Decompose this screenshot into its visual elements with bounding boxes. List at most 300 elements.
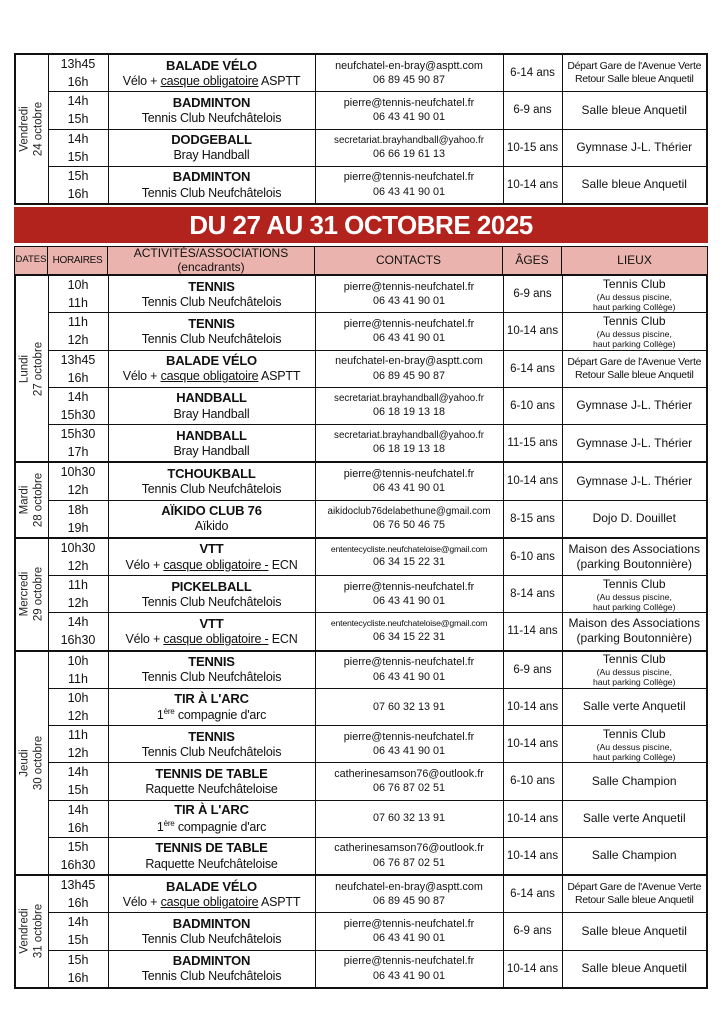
location-cell [562,350,707,387]
time-cell [48,688,108,725]
date-rotated-label [17,102,46,156]
activity-cell [108,763,315,800]
subtitle-segment: Tennis Club Neufchâtelois [141,670,282,685]
time-end: 12h [67,596,89,611]
activity-subtitle [111,407,313,422]
contact-line: pierre@tennis-neufchatel.fr [343,917,475,930]
contact-cell [315,313,503,350]
contact-line: 06 43 41 90 01 [372,745,446,758]
location-cell [562,54,707,92]
time-end: 11h [68,671,88,686]
activity-subtitle [111,969,313,984]
time-end: 16h [67,820,89,835]
contact-cell [315,538,503,576]
location-cell [562,688,707,725]
activity-subtitle [111,332,313,347]
contact-line: 06 18 19 13 18 [372,443,446,456]
time-end: 16h30 [60,857,96,872]
contact-cell [315,913,503,950]
age-cell: 8-15 ans [503,500,562,538]
activity-cell [108,166,315,204]
activity-cell [108,726,315,763]
age-cell: 10-14 ans [503,462,562,500]
location-cell [562,763,707,800]
contact-line: 06 66 19 61 13 [372,147,446,160]
time-end: 12h [67,558,89,573]
schedule-row [15,54,707,92]
subtitle-segment: Raquette Neufchâteloise [145,782,278,796]
time-cell [48,500,108,538]
location-line: Départ Gare de l'Avenue Verte [567,881,702,893]
subtitle-segment: ASPTT [258,369,301,384]
subtitle-segment: casque obligatoire [160,894,259,909]
location-line: Gymnase J-L. Thérier [576,473,693,488]
time-start: 10h [67,690,89,705]
activity-name: HANDBALL [176,390,247,406]
location-line: Salle bleue Anquetil [581,961,687,976]
age-cell: 10-14 ans [503,950,562,988]
contact-cell [315,950,503,988]
schedule-row [15,576,707,613]
activity-name: BADMINTON [172,953,251,968]
time-end: 15h [67,112,89,127]
header-contacts: CONTACTS [315,247,503,274]
location-line: Salle Champion [591,773,677,788]
location-cell [562,576,707,613]
header-dates: DATES [15,247,48,274]
contact-line: aikidoclub76delabethune@gmail.com [327,505,491,517]
day-group [15,54,707,204]
age-cell: 6-9 ans [503,913,562,950]
location-line: (parking Boutonnière) [576,556,692,571]
schedule-row [15,129,707,166]
location-line: haut parking Collège) [592,301,676,312]
location-line: Dojo D. Douillet [592,511,676,526]
subtitle-segment: Tennis Club Neufchâtelois [141,332,282,346]
contact-line: neufchatel-en-bray@asptt.com [335,880,483,893]
date-label: 31 octobre [32,904,45,959]
activity-name: TENNIS [188,654,235,669]
location-line: (Au dessus piscine, [596,328,672,339]
location-line: Salle verte Anquetil [582,811,686,826]
subtitle-segment: Tennis Club Neufchâtelois [141,482,282,496]
activity-name: AÏKIDO CLUB 76 [161,503,262,518]
subtitle-segment: Tennis Club Neufchâtelois [141,932,282,946]
contact-line: 07 60 32 13 91 [372,812,446,825]
contact-cell [315,576,503,613]
contact-cell [315,462,503,500]
schedule-table-week2 [14,274,708,989]
time-start: 13h45 [60,352,96,367]
time-end: 12h [67,333,89,348]
time-start: 10h [67,653,89,668]
activity-name: VTT [199,615,224,631]
activity-subtitle [111,444,313,459]
location-cell [562,538,707,576]
subtitle-segment: 1 [156,708,164,723]
location-cell [562,92,707,129]
location-line: haut parking Collège) [592,751,676,762]
location-line: Tennis Club [602,652,666,667]
activity-name: DODGEBALL [171,132,252,147]
age-cell: 10-14 ans [503,313,562,350]
location-line: Gymnase J-L. Thérier [576,435,693,450]
time-end: 16h [67,970,89,985]
subtitle-segment: casque obligatoire - [163,632,269,646]
location-line: (Au dessus piscine, [596,591,672,602]
time-cell [48,166,108,204]
subtitle-segment: ECN [268,557,298,572]
activity-cell [108,92,315,129]
day-name: Mardi [18,485,31,515]
contact-line: 06 43 41 90 01 [372,482,446,495]
location-cell [562,651,707,689]
activity-subtitle [111,819,313,835]
schedule-row [15,275,707,313]
activity-cell [108,688,315,725]
subtitle-segment: ère [163,818,175,828]
day-name: Vendredi [18,908,31,955]
contact-line: 06 76 87 02 51 [372,856,446,869]
time-start: 13h45 [60,57,96,71]
location-line: Tennis Club [602,576,666,591]
contact-cell [315,387,503,424]
day-group [15,875,707,988]
time-start: 11h [68,315,88,330]
subtitle-segment: compagnie d'arc [174,819,267,834]
contact-line: 06 43 41 90 01 [372,185,446,198]
subtitle-segment: compagnie d'arc [174,708,267,723]
activity-cell [108,54,315,92]
contact-line: secretariat.brayhandball@yahoo.fr [334,134,484,146]
contact-line: 06 43 41 90 01 [372,295,446,308]
week-banner: DU 27 AU 31 OCTOBRE 2025 [14,207,708,243]
day-name: Lundi [18,354,31,383]
contact-cell [315,726,503,763]
header-ages: ÂGES [503,247,562,274]
time-cell [48,425,108,463]
header-horaires: HORAIRES [48,247,108,274]
subtitle-segment: ECN [268,632,298,646]
location-line: (parking Boutonnière) [576,631,692,646]
time-cell [48,950,108,988]
location-line: haut parking Collège) [592,677,676,688]
activity-subtitle [111,857,313,872]
contact-cell [315,500,503,538]
subtitle-segment: 1 [156,819,164,834]
day-name: Vendredi [18,106,31,152]
age-cell: 6-9 ans [503,651,562,689]
subtitle-segment: ère [163,706,175,716]
header-activites-line1: ACTIVITÉS/ASSOCIATIONS [133,247,289,261]
location-line: Tennis Club [602,276,666,291]
activity-subtitle [111,74,313,89]
contact-cell [315,763,503,800]
time-end: 17h [67,445,89,460]
time-start: 14h [67,765,89,780]
time-start: 18h [67,502,89,517]
subtitle-segment: Tennis Club Neufchâtelois [141,594,282,609]
subtitle-segment: Tennis Club Neufchâtelois [141,111,282,125]
contact-line: pierre@tennis-neufchatel.fr [343,730,475,743]
subtitle-segment: Raquette Neufchâteloise [145,856,278,871]
schedule-row [15,726,707,763]
subtitle-segment: Bray Handball [173,443,250,458]
contact-cell [315,54,503,92]
age-cell: 11-14 ans [503,613,562,651]
date-rotated-label [17,341,46,395]
contact-cell [315,613,503,651]
schedule-row [15,538,707,576]
activity-cell [108,576,315,613]
subtitle-segment: casque obligatoire [160,369,259,384]
date-cell [15,275,48,462]
activity-cell [108,313,315,350]
contact-line: 06 76 50 46 75 [372,518,446,531]
day-group [15,651,707,876]
time-start: 14h [67,802,89,817]
location-line: Retour Salle bleue Anquetil [574,73,694,86]
time-start: 10h30 [60,465,96,480]
location-line: Retour Salle bleue Anquetil [574,894,694,907]
time-end: 16h [67,186,89,201]
age-cell: 10-14 ans [503,726,562,763]
time-start: 15h30 [60,427,96,441]
schedule-row [15,500,707,538]
schedule-row [15,800,707,837]
time-start: 14h [67,615,89,630]
activity-cell [108,875,315,913]
time-start: 15h [67,952,89,967]
age-cell: 10-14 ans [503,688,562,725]
contact-line: 06 34 15 22 31 [372,630,446,643]
age-cell: 11-15 ans [503,425,562,463]
contact-cell [315,275,503,313]
age-cell: 6-10 ans [503,763,562,800]
activity-cell [108,613,315,651]
schedule-row [15,462,707,500]
date-label: 30 octobre [32,735,45,790]
subtitle-segment: Tennis Club Neufchâtelois [141,294,282,309]
time-cell [48,129,108,166]
contact-line: pierre@tennis-neufchatel.fr [343,580,475,593]
contact-line: 06 34 15 22 31 [372,556,446,569]
activity-subtitle [111,295,313,310]
activity-name: VTT [199,541,224,557]
contact-line: 06 43 41 90 01 [372,670,446,683]
subtitle-segment: Tennis Club Neufchâtelois [141,969,282,984]
activity-cell [108,913,315,950]
location-line: Salle Champion [591,848,677,863]
time-cell [48,462,108,500]
subtitle-segment: Vélo + [122,73,161,88]
activity-subtitle [111,782,313,797]
activity-subtitle [111,148,313,163]
activity-subtitle [111,595,313,610]
contact-line: pierre@tennis-neufchatel.fr [343,317,475,330]
activity-subtitle [111,670,313,685]
date-rotated-label [17,736,46,790]
contact-line: neufchatel-en-bray@asptt.com [335,59,483,72]
activity-name: BALADE VÉLO [166,57,257,73]
time-start: 15h [67,168,89,183]
location-line: (Au dessus piscine, [596,741,672,752]
activity-cell [108,129,315,166]
location-cell [562,837,707,875]
age-cell: 6-9 ans [503,92,562,129]
time-end: 16h [67,75,89,90]
activity-cell [108,950,315,988]
location-line: (Au dessus piscine, [596,291,672,302]
time-cell [48,387,108,424]
time-cell [48,350,108,387]
age-cell: 6-14 ans [503,54,562,92]
time-cell [48,875,108,913]
date-rotated-label [17,567,46,621]
time-start: 10h30 [60,540,96,555]
activity-subtitle [111,482,313,497]
location-line: Départ Gare de l'Avenue Verte [567,355,702,368]
subtitle-segment: Vélo + [122,369,161,384]
subtitle-segment: Bray Handball [173,406,250,421]
location-line: Salle verte Anquetil [582,699,686,714]
time-cell [48,726,108,763]
contact-line: secretariat.brayhandball@yahoo.fr [334,430,484,442]
contact-line: pierre@tennis-neufchatel.fr [343,96,475,109]
activity-name: BADMINTON [172,94,251,110]
time-start: 10h [67,278,89,292]
activity-cell [108,425,315,463]
activity-subtitle [111,519,313,534]
location-cell [562,275,707,313]
time-cell [48,576,108,613]
location-line: haut parking Collège) [592,601,676,612]
time-start: 13h45 [60,878,96,892]
age-cell: 10-14 ans [503,837,562,875]
activity-subtitle [111,558,313,573]
activity-cell [108,500,315,538]
subtitle-segment: casque obligatoire - [163,557,269,572]
contact-cell [315,837,503,875]
time-start: 14h [67,389,89,404]
age-cell: 10-15 ans [503,129,562,166]
subtitle-segment: ASPTT [258,894,301,909]
time-start: 14h [67,94,89,109]
contact-cell [315,800,503,837]
activity-cell [108,275,315,313]
activity-cell [108,462,315,500]
day-name: Jeudi [18,749,31,777]
time-end: 19h [67,520,89,535]
time-start: 14h [67,131,89,146]
header-activites-line2: (encadrants) [177,259,245,274]
time-end: 12h [67,483,89,498]
activity-name: TENNIS DE TABLE [155,840,268,856]
day-group [15,275,707,462]
schedule-row [15,92,707,129]
age-cell: 10-14 ans [503,166,562,204]
location-cell [562,462,707,500]
schedule-row [15,688,707,725]
location-cell [562,726,707,763]
location-cell [562,950,707,988]
date-rotated-label [17,473,46,527]
age-cell: 6-10 ans [503,538,562,576]
subtitle-segment: casque obligatoire [160,73,259,88]
activity-name: BADMINTON [172,915,251,931]
day-group [15,538,707,651]
contact-line: 06 43 41 90 01 [372,111,446,124]
contact-line: pierre@tennis-neufchatel.fr [343,955,475,968]
contact-line: pierre@tennis-neufchatel.fr [343,467,475,480]
contact-cell [315,425,503,463]
location-line: haut parking Collège) [592,338,676,349]
subtitle-segment: Vélo + [122,894,161,909]
schedule-row [15,387,707,424]
subtitle-segment: Tennis Club Neufchâtelois [141,185,282,200]
activity-name: TIR À L'ARC [174,690,249,706]
subtitle-segment: Bray Handball [173,148,250,163]
subtitle-segment: Tennis Club Neufchâtelois [141,744,282,759]
time-end: 16h [67,370,89,385]
age-cell: 6-14 ans [503,875,562,913]
location-cell [562,166,707,204]
time-cell [48,613,108,651]
schedule-row [15,950,707,988]
time-cell [48,800,108,837]
activity-subtitle [111,186,313,201]
activity-cell [108,800,315,837]
activity-subtitle [111,745,313,760]
location-cell [562,313,707,350]
time-cell [48,54,108,92]
date-label: 24 octobre [32,101,45,157]
age-cell: 6-10 ans [503,387,562,424]
header-activites [108,247,315,274]
activity-subtitle [111,111,313,126]
contact-cell [315,688,503,725]
location-line: Salle bleue Anquetil [581,177,687,192]
time-cell [48,837,108,875]
date-cell [15,54,48,204]
subtitle-segment: Vélo + [125,557,164,572]
day-group [15,462,707,538]
time-end: 15h30 [60,407,96,422]
activity-subtitle [111,632,313,647]
time-cell [48,275,108,313]
activity-cell [108,837,315,875]
contact-cell [315,350,503,387]
activity-name: BALADE VÉLO [166,353,257,368]
age-cell: 10-14 ans [503,800,562,837]
contact-line: 07 60 32 13 91 [372,700,446,713]
time-cell [48,92,108,129]
contact-line: 06 89 45 90 87 [372,895,446,908]
activity-name: TIR À L'ARC [174,802,249,818]
time-start: 11h [68,728,88,742]
activity-subtitle [111,895,313,910]
time-end: 16h30 [60,633,96,648]
schedule-row [15,613,707,651]
contact-cell [315,875,503,913]
location-line: Salle bleue Anquetil [581,102,687,117]
schedule-row [15,425,707,463]
schedule-row [15,837,707,875]
activity-name: TENNIS DE TABLE [155,765,268,781]
contact-line: pierre@tennis-neufchatel.fr [343,171,475,184]
location-cell [562,800,707,837]
time-end: 15h [67,149,89,164]
